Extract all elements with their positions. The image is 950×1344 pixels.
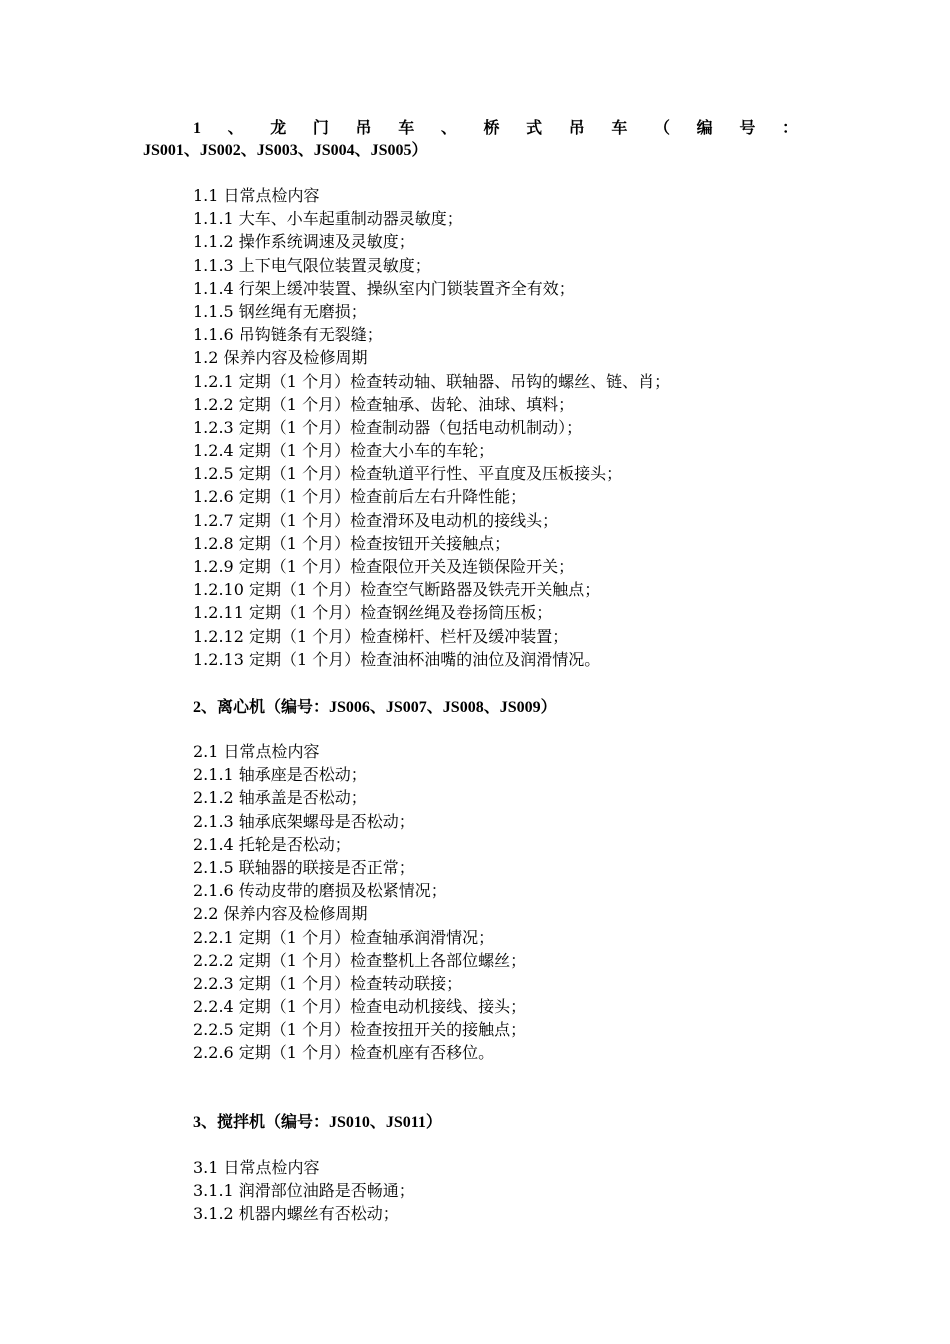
list-item: 1.2.1 定期（1 个月）检查转动轴、联轴器、吊钩的螺丝、链、肖； xyxy=(193,371,671,391)
section-3-list xyxy=(193,1156,415,1226)
title-char: 1 xyxy=(193,120,201,137)
list-item: 1.1.5 钢丝绳有无磨损； xyxy=(193,301,367,321)
list-item: 3.1 日常点检内容 xyxy=(193,1158,320,1177)
list-item: 2.1.4 托轮是否松动； xyxy=(193,834,351,854)
list-item: 1.2.11 定期（1 个月）检查钢丝绳及卷扬筒压板； xyxy=(193,603,553,623)
list-item: 1.2.5 定期（1 个月）检查轨道平行性、平直度及压板接头； xyxy=(193,464,623,484)
list-item: 2.1.1 轴承座是否松动； xyxy=(193,765,367,785)
title-char: 吊 xyxy=(355,120,372,137)
list-item: 2.1.3 轴承底架螺母是否松动； xyxy=(193,811,415,831)
list-item: 2.2.4 定期（1 个月）检查电动机接线、接头； xyxy=(193,997,527,1017)
title-char: 式 xyxy=(526,120,543,137)
title-char: 车 xyxy=(398,120,415,137)
section-3-title: 3、搅拌机（编号：JS010、JS011） xyxy=(193,1114,442,1131)
list-item: 1.1 日常点检内容 xyxy=(193,186,320,205)
list-item: 2.1.5 联轴器的联接是否正常； xyxy=(193,857,415,877)
list-item: 1.2.9 定期（1 个月）检查限位开关及连锁保险开关； xyxy=(193,557,575,576)
section-1-title-continuation: JS001、JS002、JS003、JS004、JS005） xyxy=(143,142,428,159)
section-2-title: 2、离心机（编号：JS006、JS007、JS008、JS009） xyxy=(193,699,557,716)
title-char: 桥 xyxy=(483,120,500,137)
list-item: 1.2.10 定期（1 个月）检查空气断路器及铁壳开关触点； xyxy=(193,580,601,600)
title-char: 吊 xyxy=(568,120,585,137)
list-item: 2.2.5 定期（1 个月）检查按扭开关的接触点； xyxy=(193,1020,527,1040)
list-item: 2.1.6 传动皮带的磨损及松紧情况； xyxy=(193,881,447,901)
title-char: （ xyxy=(654,120,671,137)
list-item: 1.2.6 定期（1 个月）检查前后左右升降性能； xyxy=(193,487,527,507)
list-item: 3.1.1 润滑部位油路是否畅通； xyxy=(193,1181,415,1201)
list-item: 2.2.6 定期（1 个月）检查机座有否移位。 xyxy=(193,1043,495,1063)
section-2-list xyxy=(193,740,526,1065)
list-item: 1.1.3 上下电气限位装置灵敏度； xyxy=(193,255,431,275)
list-item: 1.1.2 操作系统调速及灵敏度； xyxy=(193,232,415,252)
list-item: 1.2.2 定期（1 个月）检查轴承、齿轮、油球、填料； xyxy=(193,394,575,414)
list-item: 1.2.13 定期（1 个月）检查油杯油嘴的油位及润滑情况。 xyxy=(193,649,601,669)
section-1-list xyxy=(193,184,670,671)
list-item: 1.1.4 行架上缓冲装置、操纵室内门锁装置齐全有效； xyxy=(193,278,575,298)
title-char: 号 xyxy=(739,120,756,137)
list-item: 1.2.7 定期（1 个月）检查滑环及电动机的接线头； xyxy=(193,510,559,530)
list-item: 2.1 日常点检内容 xyxy=(193,742,320,761)
list-item: 2.2.3 定期（1 个月）检查转动联接； xyxy=(193,973,463,993)
title-char: 编 xyxy=(696,120,713,137)
list-item: 2.2 保养内容及检修周期 xyxy=(193,904,368,924)
list-item: 2.2.2 定期（1 个月）检查整机上各部位螺丝； xyxy=(193,950,527,970)
title-char: ： xyxy=(781,120,798,137)
title-char: 、 xyxy=(440,120,457,137)
list-item: 3.1.2 机器内螺丝有否松动； xyxy=(193,1204,399,1224)
list-item: 1.1.6 吊钩链条有无裂缝； xyxy=(193,325,383,345)
list-item: 1.2.8 定期（1 个月）检查按钮开关接触点； xyxy=(193,533,511,553)
list-item: 2.1.2 轴承盖是否松动； xyxy=(193,788,367,808)
title-char: 车 xyxy=(611,120,628,137)
list-item: 2.2.1 定期（1 个月）检查轴承润滑情况； xyxy=(193,927,495,947)
list-item: 1.1.1 大车、小车起重制动器灵敏度； xyxy=(193,209,463,229)
list-item: 1.2 保养内容及检修周期 xyxy=(193,348,368,368)
list-item: 1.2.12 定期（1 个月）检查梯杆、栏杆及缓冲装置； xyxy=(193,626,569,646)
title-char: 、 xyxy=(227,120,244,137)
list-item: 1.2.4 定期（1 个月）检查大小车的车轮； xyxy=(193,441,495,461)
title-char: 门 xyxy=(312,120,329,137)
title-char: 龙 xyxy=(270,120,287,137)
list-item: 1.2.3 定期（1 个月）检查制动器（包括电动机制动）； xyxy=(193,417,583,437)
section-1-title xyxy=(193,118,798,140)
